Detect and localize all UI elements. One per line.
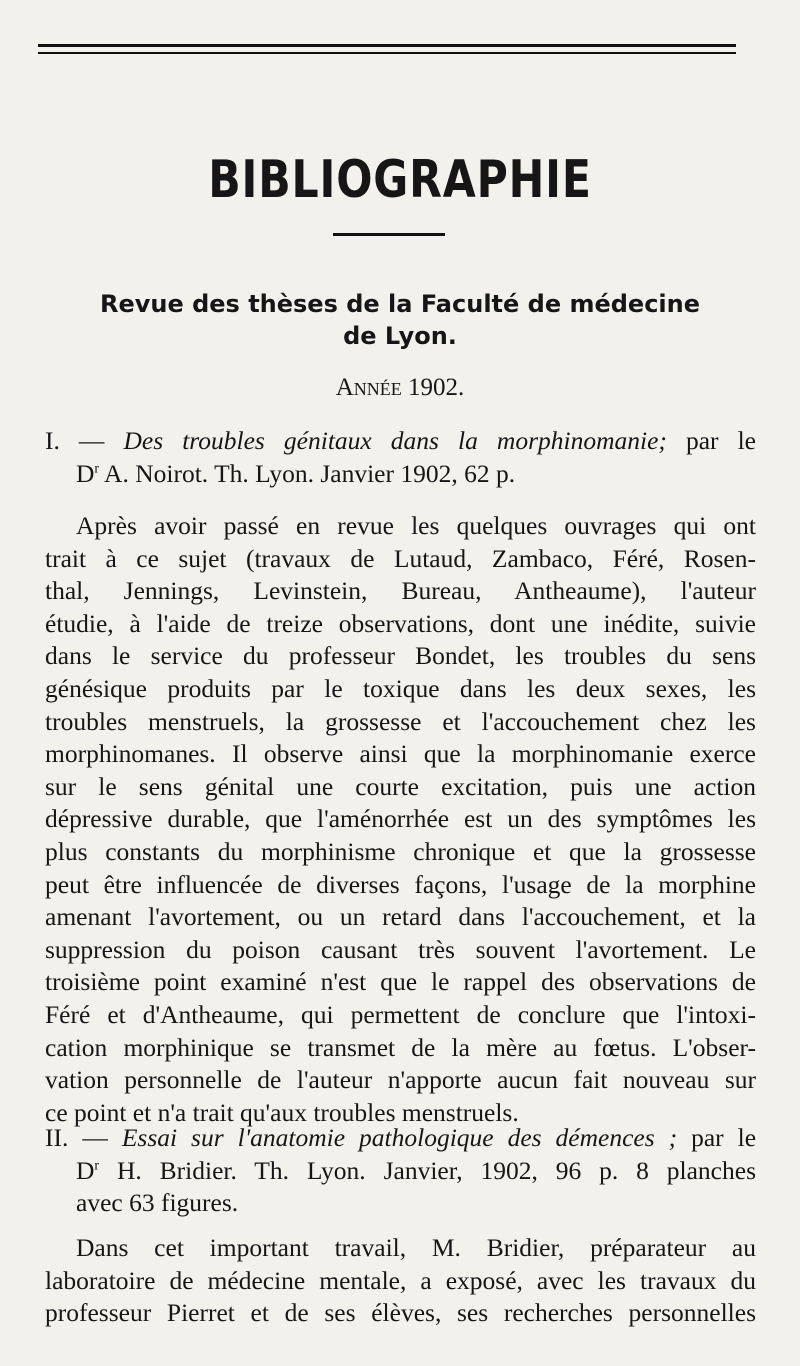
text-line: Féré et d'Antheaume, qui permettent de conclure que l'intoxi- (45, 999, 756, 1029)
review-heading (40, 288, 760, 352)
text-line: Après avoir passé en revue les quelques ouvrages qui ont (76, 511, 756, 540)
text-line: plus constants du morphinisme chronique et que la grossesse (45, 836, 756, 866)
text-line: peut être influencée de diverses façons, l'usage de la morphine (45, 869, 756, 899)
heading-line-1: Revue des thèses de la Faculté de médecine (99, 290, 701, 318)
heading-line-2: de Lyon. (343, 322, 457, 350)
text-line: professeur Pierret et de ses élèves, ses recherches personnelles (45, 1298, 756, 1328)
entry-2 (45, 1122, 756, 1220)
text-line: morphinomanes. Il observe ainsi que la morphinomanie exerce (45, 739, 756, 769)
header-double-rule (38, 44, 736, 58)
entry-1-title: Des troubles génitaux dans la morphinomanie; (123, 426, 667, 455)
text-line: ce point et n'a trait qu'aux troubles menstruels. (45, 1097, 519, 1127)
section-title: BIBLIOGRAPHIE (208, 150, 592, 210)
text-line: Dans cet important travail, M. Bridier, préparateur au (76, 1233, 756, 1262)
paragraph-1 (45, 510, 756, 1129)
text-line: vation personnelle de l'auteur n'apporte aucun fait nouveau sur (45, 1065, 756, 1095)
text-line: dépressive durable, que l'aménorrhée est un des symptômes les (45, 804, 756, 834)
entry-1-numeral: I. — (45, 426, 105, 455)
entry-1-dr: D (76, 458, 95, 488)
entry-1-dr-sup: r (94, 461, 100, 476)
paragraph-2 (45, 1232, 756, 1330)
entry-1 (45, 425, 756, 490)
entry-2-title: Essai sur l'anatomie pathologique des démences ; (121, 1123, 678, 1152)
entry-1-by: par le (666, 426, 756, 455)
entry-2-citation-line2: avec 63 figures. (76, 1188, 239, 1217)
text-line: étudie, à l'aide de treize observations, dont une inédite, suivie (45, 608, 756, 638)
text-line: laboratoire de médecine mentale, a exposé, avec les travaux du (45, 1265, 756, 1295)
text-line: thal, Jennings, Levinstein, Bureau, Antheaume), l'auteur (45, 576, 756, 606)
text-line: cation morphinique se transmet de la mère au fœtus. L'obser- (45, 1032, 756, 1062)
entry-2-by: par le (677, 1123, 757, 1152)
entry-2-dr-sup: r (94, 1158, 100, 1173)
text-line: troisième point examiné n'est que le rappel des observations de (45, 967, 756, 997)
text-line: amenant l'avortement, ou un retard dans l'accouchement, et la (45, 902, 756, 932)
text-line: sur le sens génital une courte excitation, puis une action (45, 771, 756, 801)
year-label: Année 1902. (335, 374, 465, 401)
text-line: génésique produits par le toxique dans les deux sexes, les (45, 673, 756, 703)
entry-2-citation: H. Bridier. Th. Lyon. Janvier, 1902, 96 p. 8 planches (99, 1155, 756, 1185)
title-underline (333, 233, 445, 236)
text-line: dans le service du professeur Bondet, les troubles du sens (45, 641, 756, 671)
text-line: troubles menstruels, la grossesse et l'accouchement chez les (45, 706, 756, 736)
entry-2-numeral: II. — (45, 1123, 108, 1152)
text-line: suppression du poison causant très souvent l'avortement. Le (45, 934, 756, 964)
entry-1-citation: A. Noirot. Th. Lyon. Janvier 1902, 62 p. (99, 458, 516, 488)
entry-2-dr: D (76, 1155, 95, 1185)
text-line: trait à ce sujet (travaux de Lutaud, Zambaco, Féré, Rosen- (45, 543, 756, 573)
